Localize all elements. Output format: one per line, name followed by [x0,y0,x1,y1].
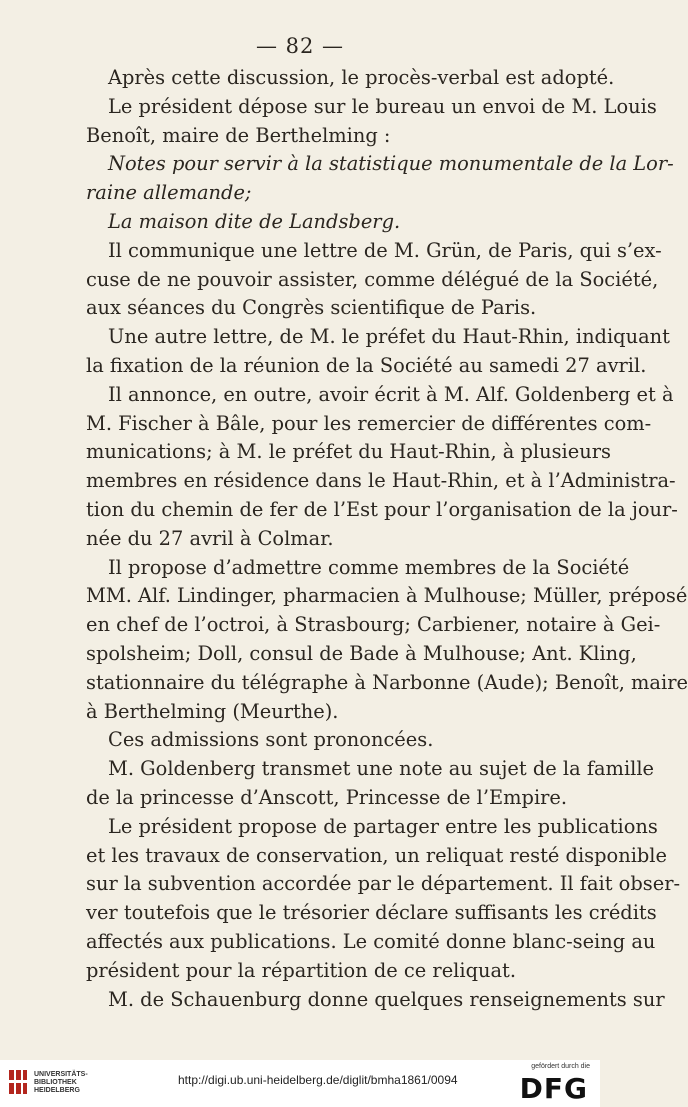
text-line: affectés aux publications. Le comité donne blanc-seing au [86,929,656,953]
text-line: aux séances du Congrès scientifique de Paris. [86,296,537,320]
text-line: Le président dépose sur le bureau un envoi de M. Louis [108,94,657,118]
document-body [86,64,688,1014]
library-name [34,1071,88,1095]
text-line: à Berthelming (Meurthe). [86,699,339,723]
library-logo-icon [8,1068,28,1096]
text-line: président pour la répartition de ce reliquat. [86,958,516,982]
source-url-link[interactable]: http://digi.ub.uni-heidelberg.de/diglit/bmha1861/0094 [178,1073,458,1087]
text-line: et les travaux de conservation, un reliquat resté disponible [86,843,667,867]
text-line: Ces admissions sont prononcées. [108,728,434,752]
footer-bar [0,1060,600,1107]
text-line: ver toutefois que le trésorier déclare suffisants les crédits [86,901,657,925]
text-line: tion du chemin de fer de l’Est pour l’organisation de la jour- [86,497,678,521]
text-line: Il propose d’admettre comme membres de la Société [108,555,630,579]
text-line: munications; à M. le préfet du Haut-Rhin, à plusieurs [86,440,611,464]
text-line: sur la subvention accordée par le département. Il fait obser- [86,872,681,896]
text-line: de la princesse d’Anscott, Princesse de l’Empire. [86,785,568,809]
text-line: en chef de l’octroi, à Strasbourg; Carbiener, notaire à Gei- [86,613,661,637]
library-name-line: HEIDELBERG [34,1087,80,1094]
text-line: M. Fischer à Bâle, pour les remercier de différentes com- [86,411,652,435]
library-name-line: BIBLIOTHEK [34,1079,77,1086]
text-line: née du 27 avril à Colmar. [86,526,334,550]
funding-caption: gefördert durch die [531,1063,590,1070]
text-line: membres en résidence dans le Haut-Rhin, et à l’Administra- [86,469,676,493]
text-line: raine allemande; [86,181,252,205]
text-line: M. de Schauenburg donne quelques renseignements sur [108,987,665,1011]
text-line: MM. Alf. Lindinger, pharmacien à Mulhouse; Müller, préposé [86,584,688,608]
text-line: la fixation de la réunion de la Société au samedi 27 avril. [86,353,647,377]
page-number: — 82 — [255,34,345,58]
library-name-line: UNIVERSITÄTS- [34,1071,88,1078]
text-line: spolsheim; Doll, consul de Bade à Mulhouse; Ant. Kling, [86,641,637,665]
text-line: stationnaire du télégraphe à Narbonne (Aude); Benoît, maire [86,670,688,694]
dfg-logo: DFG [519,1072,588,1105]
text-line: Une autre lettre, de M. le préfet du Haut-Rhin, indiquant [108,325,670,349]
text-line: M. Goldenberg transmet une note au sujet de la famille [108,757,655,781]
text-line: Il communique une lettre de M. Grün, de Paris, qui s’ex- [108,238,662,262]
text-line: La maison dite de Landsberg. [108,209,401,233]
text-line: Le président propose de partager entre les publications [108,814,658,838]
text-line: Après cette discussion, le procès-verbal est adopté. [108,66,615,89]
text-line: Benoît, maire de Berthelming : [86,123,391,147]
text-line: Il annonce, en outre, avoir écrit à M. Alf. Goldenberg et à [108,382,674,406]
text-line: Notes pour servir à la statistique monumentale de la Lor- [108,152,674,176]
text-line: cuse de ne pouvoir assister, comme délégué de la Société, [86,267,659,291]
